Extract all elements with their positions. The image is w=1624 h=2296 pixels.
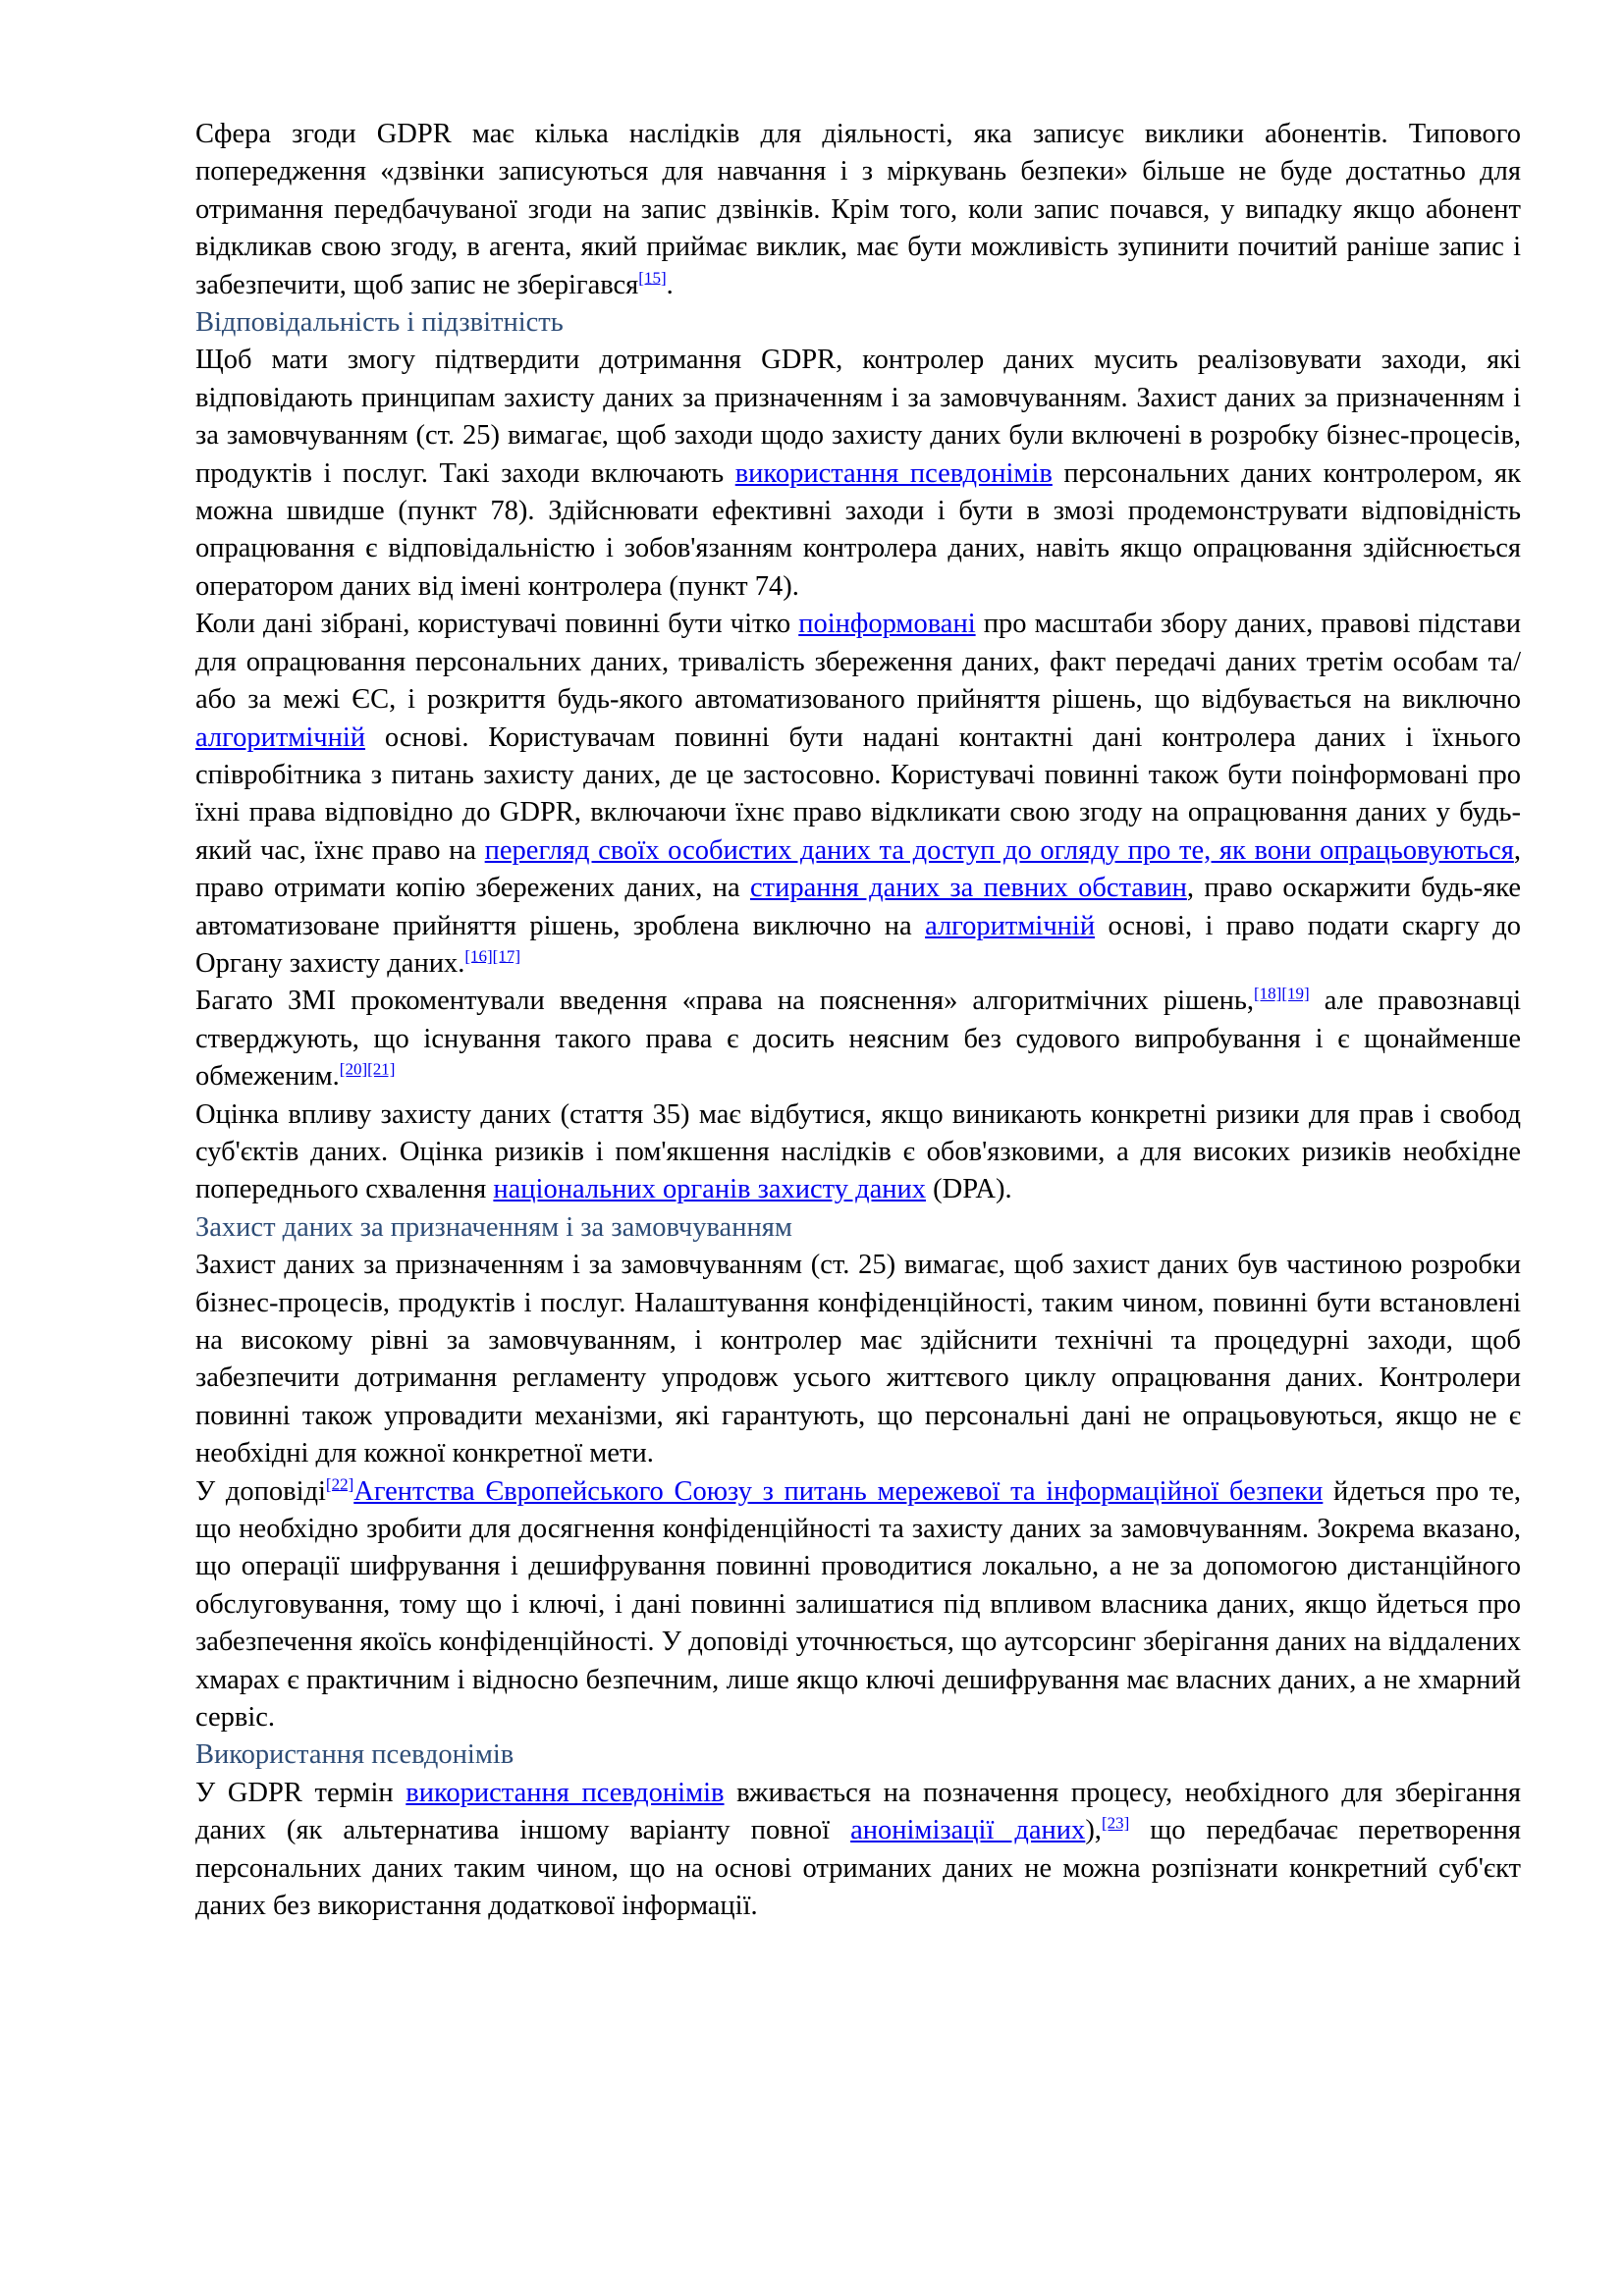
footnote-link-15[interactable]: [15] (638, 268, 667, 288)
paragraph-text: Щоб мати змогу підтвердити дотримання GDPR, контролер даних мусить реалізовувати заходи, які відповідають принципам захисту даних за призначенням і за замовчуванням. Захист даних за призначенням і за замовчуванням (ст. 25) вимагає, щоб заходи щодо захисту даних були включені в розробку бізнес-процесів, продуктів і послуг. Такі заходи включають (195, 345, 1521, 489)
paragraph-text: про масштаби збору даних, правові підстави для опрацювання персональних даних, тривалість збереження даних, факт передачі даних третім особам та/або за межі ЄС, і розкриття будь-якого автоматизованого прийняття рішень, що відбувається на виключно (195, 609, 1521, 716)
paragraph-accountability (195, 342, 1521, 606)
document-page (195, 116, 1521, 1926)
paragraph-text: Захист даних за призначенням і за замовчуванням (ст. 25) вимагає, щоб захист даних був частиною розробки бізнес-процесів, продуктів і послуг. Налаштування конфіденційності, таким чином, повинні бути встановлені на високому рівні за замовчуванням, і контролер має здійснити технічні та процедурні заходи, щоб забезпечити дотримання регламенту упродовж усього життєвого циклу опрацювання даних. Контролери повинні також упровадити механізми, які гарантують, що персональні дані не опрацьовуються, якщо не є необхідні для кожної конкретної мети. (195, 1250, 1521, 1469)
paragraph-text: вживається на позначення процесу, необхідного для зберігання даних (як альтернатива іншому варіанту повної (195, 1777, 1521, 1846)
section-heading-accountability: Відповідальність і підзвітність (195, 307, 564, 339)
link-anonymisation[interactable]: анонімізації даних (850, 1815, 1086, 1846)
paragraph-text: , право оскаржити будь-яке автоматизоване прийняття рішень, зроблена виключно на (195, 873, 1521, 941)
paragraph-pseudonymisation (195, 1775, 1521, 1926)
link-algorithmic-2[interactable]: алгоритмічній (925, 910, 1096, 941)
footnote-link-18[interactable]: [18] (1253, 984, 1282, 1003)
paragraph-text: що передбачає перетворення персональних даних таким чином, що на основі отриманих даних не можна розпізнати конкретний суб'єкт даних без використання додаткової інформації. (195, 1815, 1521, 1922)
footnote-link-16[interactable]: [16] (464, 946, 493, 966)
link-enisa[interactable]: Агентства Європейського Союзу з питань мережевої та інформаційної безпеки (353, 1475, 1324, 1507)
footnote-link-22[interactable]: [22] (325, 1474, 354, 1494)
paragraph-text: (DPA). (926, 1174, 1012, 1205)
footnote-ref[interactable] (340, 1060, 396, 1079)
paragraph-privacy-by-design (195, 1247, 1521, 1472)
link-algorithmic[interactable]: алгоритмічній (195, 721, 366, 753)
footnote-link-21[interactable]: [21] (367, 1059, 396, 1079)
paragraph-text: йдеться про те, що необхідно зробити для досягнення конфіденційності та захисту даних за замовчуванням. Зокрема вказано, що операції шифрування і дешифрування повинні проводитися локально, а не за допомогою дистанційного обслуговування, тому що і ключі, і дані повинні залишатися під впливом власника даних, якщо йдеться про забезпечення якоїсь конфіденційності. У доповіді уточнюється, що аутсорсинг зберігання даних на віддалених хмарах є практичним і відносно безпечним, лише якщо ключі дешифрування має власних даних, а не хмарний сервіс. (195, 1475, 1521, 1734)
link-national-dpa[interactable]: національних органів захисту даних (493, 1174, 926, 1205)
paragraph-text: Сфера згоди GDPR має кілька наслідків для діяльності, яка записує виклики абонентів. Типового попередження «дзвінки записуються для навчання і з міркувань безпеки» більше не буде достатньо для отримання передбачуваної згоди на запис дзвінків. Крім того, коли запис почався, у випадку якщо абонент відкликав свою згоду, в агента, який приймає виклик, має бути можливість зупинити почитий раніше запис і забезпечити, щоб запис не зберігався (195, 119, 1521, 300)
paragraph-text: Коли дані зібрані, користувачі повинні бути чітко (195, 609, 799, 640)
paragraph-text: У GDPR термін (195, 1777, 406, 1808)
paragraph-text: але правознавці стверджують, що існування такого права є досить неясним без судового випробування і є щонайменше обмеженим. (195, 986, 1522, 1093)
paragraph-text: У доповіді (195, 1475, 326, 1507)
paragraph-text: . (666, 269, 674, 300)
paragraph-text: Багато ЗМІ прокоментували введення «права на пояснення» алгоритмічних рішень, (195, 986, 1254, 1017)
paragraph-text: Оцінка впливу захисту даних (стаття 35) має відбутися, якщо виникають конкретні ризики для прав і свобод суб'єктів даних. Оцінка ризиків і пом'якшення наслідків є обов'язковими, а для високих ризиків необхідне попереднього схвалення (195, 1098, 1521, 1205)
paragraph-enisa-report (195, 1473, 1521, 1737)
paragraph-impact-assessment (195, 1096, 1521, 1209)
link-pseudonymisation-2[interactable]: використання псевдонімів (406, 1777, 725, 1808)
paragraph-text: персональних даних контролером, як можна швидше (пункт 78). Здійснювати ефективні заходи і бути в змозі продемонструвати відповідність опрацювання є відповідальністю і зобов'язанням контролера даних, навіть якщо опрацювання здійснюється оператором даних від імені контролера (пункт 74). (195, 457, 1521, 602)
section-heading-pseudonymisation: Використання псевдонімів (195, 1739, 514, 1771)
link-right-to-erasure[interactable]: стирання даних за певних обставин (749, 873, 1187, 904)
footnote-ref[interactable] (1254, 985, 1310, 1003)
link-right-of-access[interactable]: перегляд своїх особистих даних та доступ до огляду про те, як вони опрацьовуються (484, 834, 1514, 866)
footnote-link-23[interactable]: [23] (1101, 1813, 1130, 1833)
footnote-link-20[interactable]: [20] (339, 1059, 368, 1079)
footnote-ref[interactable] (638, 268, 666, 287)
paragraph-text: основі, і право подати скаргу до Органу захисту даних. (195, 910, 1521, 979)
footnote-ref[interactable] (1102, 1814, 1129, 1833)
paragraph-text: ), (1085, 1815, 1102, 1846)
paragraph-user-information (195, 606, 1521, 983)
paragraph-text: , право отримати копію збережених даних, на (195, 834, 1521, 904)
footnote-link-17[interactable]: [17] (492, 946, 520, 966)
section-heading-privacy-by-design: Захист даних за призначенням і за замовчуванням (195, 1211, 792, 1243)
footnote-ref[interactable] (326, 1474, 353, 1493)
footnote-link-19[interactable]: [19] (1281, 984, 1310, 1003)
paragraph-consent-scope (195, 116, 1521, 304)
link-pseudonymisation[interactable]: використання псевдонімів (734, 457, 1053, 489)
paragraph-text: основі. Користувачам повинні бути надані контактні дані контролера даних і їхнього співробітника з питань захисту даних, де це застосовно. Користувачі повинні також бути поінформовані про їхні права відповідно до GDPR, включаючи їхнє право відкликати свою згоду на опрацювання даних у будь-який час, їхнє право на (195, 721, 1521, 866)
paragraph-right-to-explanation (195, 983, 1521, 1095)
link-informed[interactable]: поінформовані (798, 609, 976, 640)
footnote-ref[interactable] (464, 946, 520, 965)
